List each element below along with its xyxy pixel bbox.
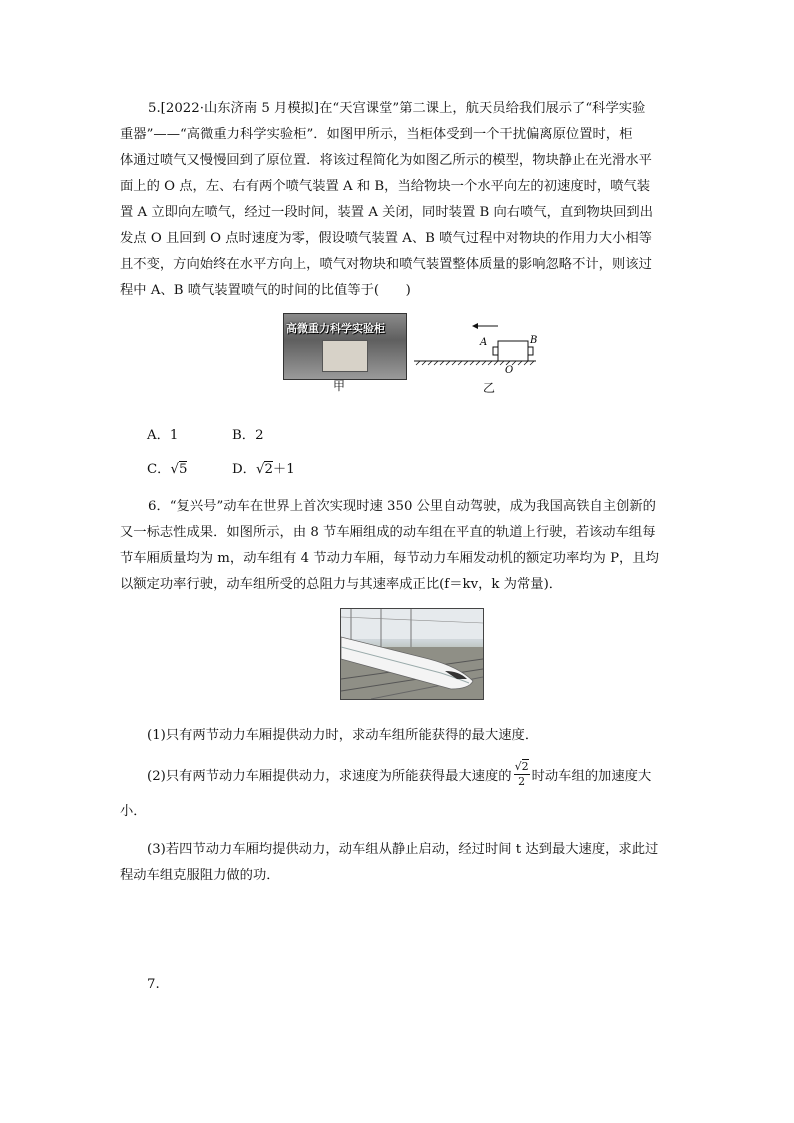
experiment-cabinet-image: [322, 340, 368, 372]
question-6-text: [120, 494, 680, 598]
fraction-numerator: √2: [514, 760, 529, 773]
q6-sub1: (1)只有两节动力车厢提供动力时，求动车组所能获得的最大速度．: [147, 728, 539, 743]
question-7-number: 7.: [147, 977, 160, 992]
jet-device-b: [528, 347, 533, 355]
q5-line: 置 A 立即向左喷气，经过一段时间，装置 A 关闭，同时装置 B 向右喷气，直到物块回到出: [120, 205, 654, 220]
block: [498, 341, 528, 361]
ground-hatching: [416, 361, 534, 365]
option-d-suffix: ＋1: [272, 462, 295, 477]
q6-sub3-line1: (3)若四节动力车厢均提供动力，动车组从静止启动，经过时间 t 达到最大速度，求此过: [147, 842, 659, 857]
high-speed-train-image: [341, 609, 483, 699]
q5-line: 面上的 O 点，左、右有两个喷气装置 A 和 B，当给物块一个水平向左的初速度时，喷气装: [120, 179, 651, 194]
q6-line: 以额定功率行驶，动车组所受的总阻力与其速率成正比(f＝kv，k 为常量)．: [120, 577, 563, 592]
option-d-radicand: 2: [264, 462, 273, 477]
q6-line: 又一标志性成果．如图所示，由 8 节车厢组成的动车组在平直的轨道上行驶，若该动车组每: [120, 525, 656, 540]
option-b: B．2: [232, 428, 264, 443]
jet-device-a: [493, 347, 498, 355]
sqrt-symbol: √: [170, 462, 179, 477]
q6-sub2-after: 时动车组的加速度大: [531, 769, 652, 784]
label-a: A: [480, 337, 488, 348]
figure-yi-label: 乙: [483, 381, 496, 395]
q6-sub2-line2: 小．: [120, 804, 147, 819]
q5-line: 体通过喷气又慢慢回到了原位置．将该过程简化为如图乙所示的模型，物块静止在光滑水平: [120, 153, 652, 168]
sqrt-symbol: √: [255, 462, 265, 477]
left-arrow: [472, 323, 498, 329]
figure-jia-photo: [283, 313, 407, 380]
q5-line: 程中 A、B 喷气装置喷气的时间的比值等于( ): [120, 283, 411, 298]
question-5-text: [120, 96, 680, 304]
q6-line: 节车厢质量均为 m，动车组有 4 节动力车厢，每节动力车厢发动机的额定功率均为 P，且均: [120, 551, 659, 566]
figure-jia-label: 甲: [333, 379, 346, 393]
option-c: [147, 458, 187, 477]
option-d-prefix: D．: [232, 462, 256, 477]
option-c-prefix: C．: [147, 462, 171, 477]
q5-line: 且不变，方向始终在水平方向上，喷气对物块和喷气装置整体质量的影响忽略不计，则该过: [120, 257, 652, 272]
q5-line: 重器”——“高微重力科学实验柜”．如图甲所示，当柜体受到一个干扰偏离原位置时，柜: [120, 127, 633, 142]
q5-line: 发点 O 且回到 O 点时速度为零，假设喷气装置 A、B 喷气过程中对物块的作用力大小相等: [120, 231, 652, 246]
label-o: O: [505, 365, 514, 376]
train-photo: [340, 608, 484, 700]
figure-jia-banner: 高微重力科学实验柜: [286, 322, 385, 335]
q6-sub2-before: (2)只有两节动力车厢提供动力，求速度为所能获得最大速度的: [147, 769, 512, 784]
option-d: [232, 458, 295, 477]
option-a: A．1: [147, 428, 179, 443]
q6-sub2: [147, 760, 651, 789]
q5-line: 5.[2022·山东济南 5 月模拟]在“天宫课堂”第二课上，航天员给我们展示了“科学实验: [148, 101, 646, 116]
figure-yi-diagram: [410, 320, 540, 376]
q6-sub3-line2: 程动车组克服阻力做的功．: [120, 868, 280, 883]
q6-line: 6．“复兴号”动车在世界上首次实现时速 350 公里自动驾驶，成为我国高铁自主创新的: [148, 499, 656, 514]
option-c-radicand: 5: [178, 462, 188, 477]
fraction-denominator: 2: [518, 775, 526, 788]
label-b: B: [530, 335, 538, 346]
fraction: [514, 760, 530, 789]
